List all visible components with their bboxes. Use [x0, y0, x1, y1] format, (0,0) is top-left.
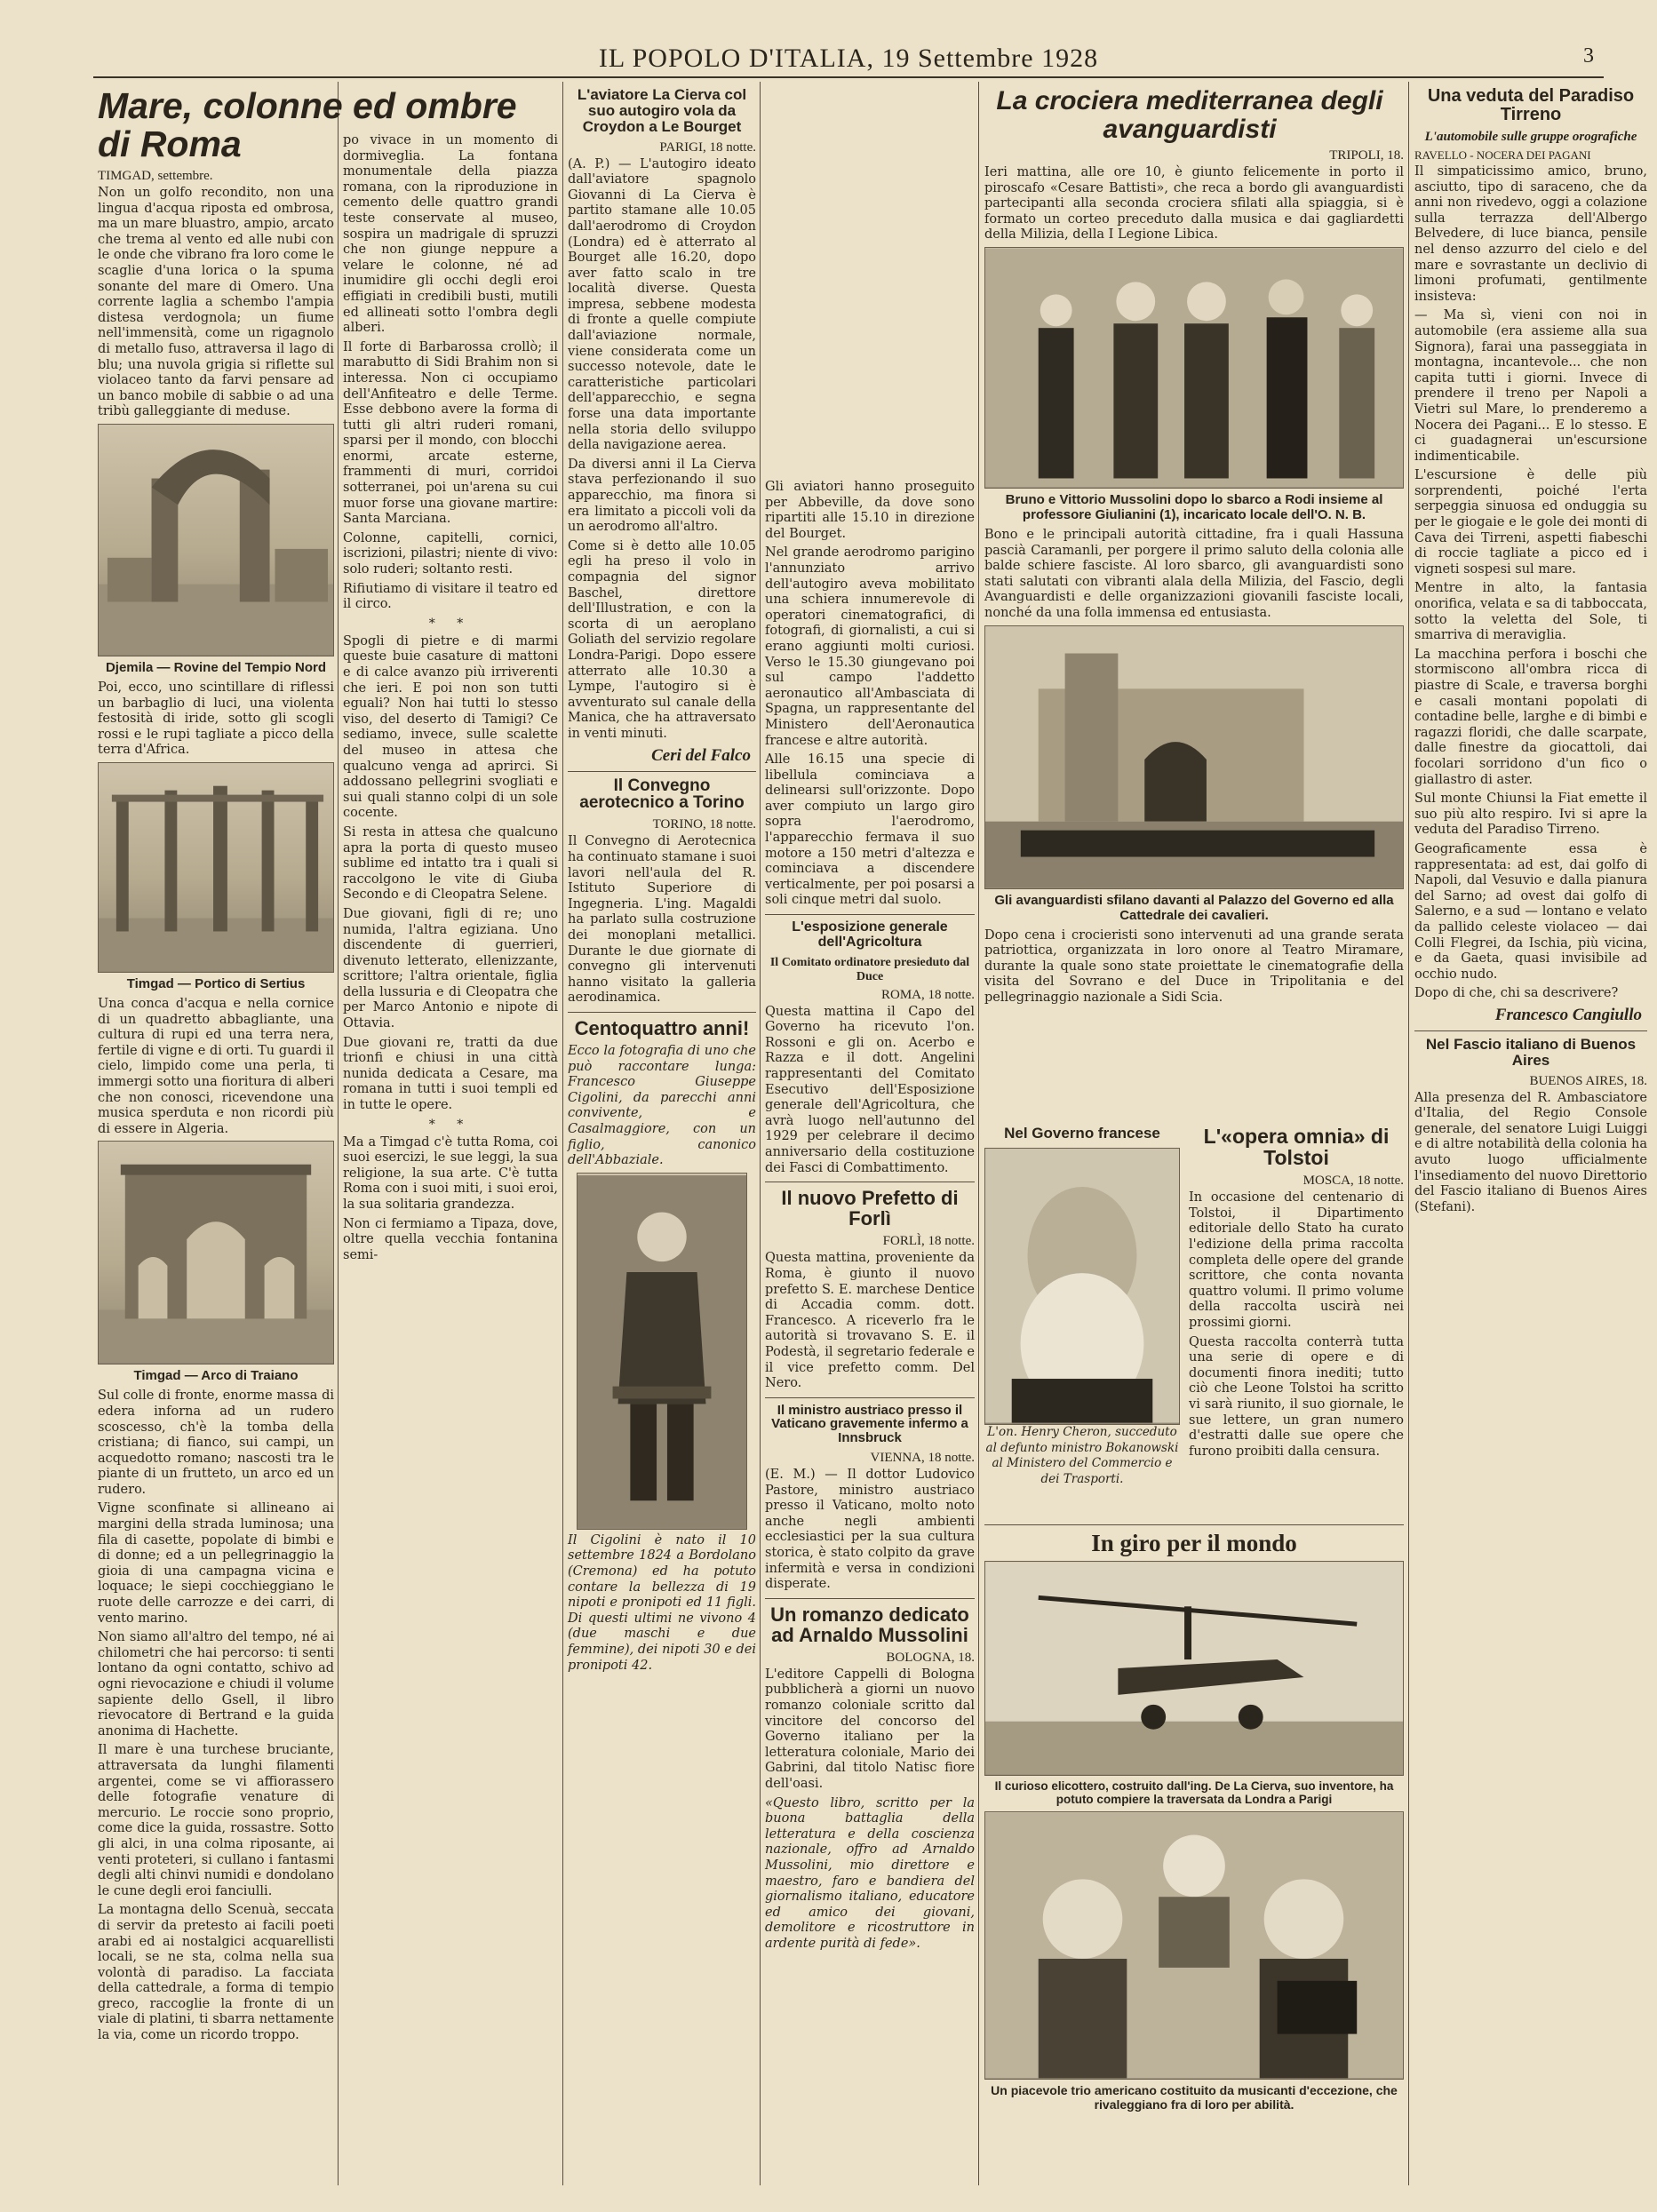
headline-centoquattro-anni: Centoquattro anni!: [574, 1016, 750, 1039]
headline-convegno-aerotecnico: Il Convegno aerotecnico a Torino: [579, 776, 745, 813]
headline-tolstoi: L'«opera omnia» di Tolstoi: [1203, 1125, 1390, 1170]
group-of-boys-illustration: [985, 248, 1403, 488]
paragraph: Questa mattina, proveniente da Roma, è giunto il nuovo prefetto S. E. marchese Dentice di Accadia comm. dott. Francesco. A riceverlo fra le autorità si trovavano S. E. il Podestà, il segretario federale e il vice prefetto comm. Del Nero.: [765, 1251, 975, 1391]
photo-mussolini-rodi: [984, 247, 1404, 489]
headline-mare-colonne: Mare, colonne ed ombre di Roma: [98, 85, 517, 165]
photo-cigolini-portrait: [577, 1173, 747, 1530]
paragraph: Sul monte Chiunsi la Fiat emette il suo più alto respiro. Ivi si apre la veduta del Paradiso Tirreno.: [1414, 792, 1647, 838]
paragraph: Sul colle di fronte, enorme massa di edera inforna ad un rudero scoscesso, ch'è la tomba della cristiana; di fianco, sui campi, un acquedotto romano; nascosti tra le piante di un frutteto, un arco ed un rudero.: [98, 1388, 334, 1497]
dateline: ROMA, 18 notte.: [881, 987, 975, 1002]
masthead-title: IL POPOLO D'ITALIA, 19 Settembre 1928: [598, 44, 1099, 73]
photo-caption: Bruno e Vittorio Mussolini dopo lo sbarco a Rodi insieme al professore Giulianini (1), incaricato locale dell'O. N. B.: [1005, 491, 1383, 522]
paragraph: — Ma sì, vieni con noi in automobile (era assieme alla sua Signora), farai una passeggiata in montagna, incantevole... che non capita tutti i giorni. Invece di prendere il treno per Napoli a Vietri sul Mare, lo prenderemo a Nocera dei Pagani... E lo stesso. E ci guadagnerai un'escursione indimenticabile.: [1414, 308, 1647, 464]
divider: [765, 1397, 975, 1398]
paragraph: Alle 16.15 una specie di libellula cominciava a delinearsi sull'orizzonte. Dopo aver compiuto un largo giro sopra l'aerodromo, l'apparecchio fermava il suo motore a 150 metri d'altezza e cominciava a discendere verticalmente, per poi posarsi a soli cinque metri dal suolo.: [765, 752, 975, 908]
paragraph: Questa mattina il Capo del Governo ha ricevuto l'on. Rossoni e gli on. Acerbo e Razza e il dott. Angelini rappresentanti del Comitato Esecutivo dell'Esposizione generale dell'Agricoltura, che avrà luogo nell'autunno del 1929 per celebrare il decimo anniversario della costituzione dei Fasci di Combattimento.: [765, 1004, 975, 1175]
paragraph: In occasione del centenario di Tolstoi, il Dipartimento editoriale dello Stato ha curato l'edizione della prima raccolta completa delle opere del grande scrittore, che conta novanta quattro volumi. Il primo volume della raccolta uscirà nei prossimi giorni.: [1189, 1190, 1404, 1331]
paragraph: Non un golfo recondito, non una lingua d'acqua riposta ed ombrosa, ma un mare bluastro, ampio, arcato che trema al vento ed alle nubi con le onde che vibrano fra loro come le scaglie d'una lorica o la spuma sonante del mare di Omero. Una corrente laglia a schembo l'ampia distesa verdognola; un fiume nell'immensità, come un rigagnolo di metallo fuso, attraversa il lago di blu; una nuvola grigia si riflette sul violaceo tanto da farvi pensare ad un banco mobile di sabbie o ad una tribù galleggiante di meduse.: [98, 186, 334, 419]
dateline: PARIGI, 18 notte.: [659, 139, 756, 155]
article-tolstoi: [1189, 1124, 1404, 1506]
paragraph: Spogli di pietre e di marmi queste buie casature di mattoni e di calce avanzo più irriverenti che ieri. E poi non son tutti eguali? Non hai tutti lo stesso viso, del deserto di Tamigi? Ce sediamo, invece, sulle scalette del museo in attesa che qualcuno venga ad aprirci. Si addossano pellegrini svogliati e sui quali stanno colpi di un sole cocente.: [343, 633, 558, 821]
column-rule: [760, 82, 761, 2185]
article-rome-column2: [343, 133, 558, 2176]
column-rule: [1408, 82, 1409, 2185]
paragraph: Dopo cena i crocieristi sono intervenuti ad una grande serata patriottica, organizzata in loro onore al Teatro Miramare, durante la quale sono state proiettate le cinematografie della visita del Sovrano e del Duce in Tripolitania e del pellegrinaggio nazionale a Sidi Scia.: [984, 927, 1404, 1005]
headline-crociera-avanguardisti: La crociera mediterranea degli avanguardisti: [996, 86, 1383, 144]
subheadline: L'automobile sulle gruppe orografiche: [1424, 130, 1637, 144]
paragraph: L'editore Cappelli di Bologna pubblicherà a giorni un nuovo romanzo coloniale scritto dal vincitore del concorso del Governo italiano per la letteratura coloniale, Mario dei Gabrini, dal titolo Natisc fiore dell'oasi.: [765, 1667, 975, 1792]
paragraph: (A. P.) — L'autogiro ideato dall'aviatore spagnolo Giovanni di La Cierva è partito stamane alle 10.05 dall'aerodromo di Croydon (Londra) ed è atterrato al Bourget alle 16.20, dopo aver fatto scalo in tre località diverse. Questa impresa, sebbene modesta di fronte a quelle compiute dall'aviazione normale, viene considerata come un successo notevole, date le caratteristiche particolari dell'apparecchio, e segna forse una data importante nella storia dello sviluppo della navigazione aerea.: [568, 156, 756, 453]
article-avanguardisti: [984, 85, 1404, 1107]
dateline: TRIPOLI, 18.: [1329, 148, 1404, 163]
autogiro-illustration: [985, 1562, 1403, 1775]
dateline: MOSCA, 18 notte.: [1302, 1174, 1404, 1189]
photo-arco-traiano: [98, 1141, 334, 1365]
columns-illustration: [99, 763, 333, 972]
headline-paradiso-tirreno: Una veduta del Paradiso Tirreno: [1427, 86, 1635, 124]
paragraph: Il simpaticissimo amico, bruno, asciutto, tipo di saraceno, che da anni non rivedevo, oggi a colazione sulla terrazza dell'Albergo Belvedere, di luce bianca, pensile nel denso azzurro del cielo e del mare e sovrastante un declivio di limoni profumati, gentilmente insisteva:: [1414, 164, 1647, 304]
arch-of-trajan-illustration: [99, 1142, 333, 1364]
column-rule: [978, 82, 979, 2185]
headline-la-cierva: L'aviatore La Cierva col suo autogiro vola da Croydon a Le Bourget: [577, 86, 747, 135]
paragraph: Vigne sconfinate si allineano ai margini della strada luminosa; una fila di casette, popolate di bimbi e di donne; ed a un pellegrinaggio la gioia di una campagna vicina e loquace; le siepi cocchieggiano le ruote delle carrozze e dei carri, di vento marino.: [98, 1501, 334, 1626]
seated-old-man-illustration: [578, 1174, 746, 1529]
paragraph: po vivace in un momento di dormiveglia. La fontana monumentale della piazza romana, con la riproduzione in cemento delle quattro grandi teste conservate al museo, sospira un madrigale di spruzzi che non giunge neppure a velare le colonne, né ad inumidire gli occhi degli eroi effigiati in credibili busti, mutili ed allineati sotto l'ombra degli alberi.: [343, 133, 558, 336]
portrait-bearded-man-illustration: [985, 1149, 1179, 1424]
news-column3: [568, 85, 756, 2182]
paragraph: (E. M.) — Il dottor Ludovico Pastore, ministro austriaco presso il Vaticano, molto noto anche negli ambienti ecclesiastici per la sua cultura storica, è stato colpito da grave infermità e versa in condizioni disperate.: [765, 1467, 975, 1592]
photo-subcaption: L'on. Henry Cheron, succeduto al defunto ministro Bokanowski al Ministero del Commercio e dei Trasporti.: [985, 1425, 1179, 1486]
paragraph: La montagna dello Scenuà, seccata di servir da pretesto ai facili poeti arabi ed ai nostalgici acquarellisti locali, se ne sta, colma nella sua volontà di paradiso. La facciata della cattedrale, a forma di tempio greco, raccoglie la fronte di un viale di platini, ti sbarra nettamente la via, come un ricordo troppo.: [98, 1903, 334, 2043]
headline-prefetto-forli: Il nuovo Prefetto di Forlì: [781, 1187, 959, 1230]
paragraph: Ecco la fotografia di uno che può raccontare lunga: Francesco Giuseppe Cigolini, da parecchi anni convivente, e Casalmaggiore, con un figlio, canonico dell'Abbaziale.: [568, 1044, 756, 1168]
paragraph: Come si è detto alle 10.05 egli ha preso il volo in compagnia del signor Baschel, direttore dell'Illustration, e con la scorta di un aeroplano Goliath del servizio regolare Londra-Parigi. Dopo essere atterrato alle 10.30 a Lympe, l'autogiro si è avventurato sul canale della Manica, che ha attraversato in venti minuti.: [568, 538, 756, 741]
photo-trio-americano: [984, 1811, 1404, 2080]
photo-palazzo-governo: [984, 625, 1404, 889]
headline-ministro-austriaco: Il ministro austriaco presso il Vaticano gravemente infermo a Innsbruck: [771, 1402, 968, 1446]
signature-cangiullo: Francesco Cangiullo: [1494, 1005, 1642, 1024]
block-governo-francese: [984, 1121, 1180, 1512]
paragraph: Non siamo all'altro del tempo, né ai chilometri che hai percorso: ti senti lontano da ogni contatto, schivo ad ogni rievocazione e chiudi il volume sapiente dello Gsell, il libro rievocatore di Bertrand e la guida anonima di Hachette.: [98, 1630, 334, 1739]
divider: [568, 1012, 756, 1013]
paragraph: Da diversi anni il La Cierva stava perfezionando il suo apparecchio, ma finora si era limitato a piccoli voli da un aerodromo all'altro.: [568, 457, 756, 535]
paragraph: Una conca d'acqua e nella cornice di un quadretto abbagliante, una cultura di rupi ed una terra nera, fertile di vigne e di orti. Tu guardi il cielo, limpido come una perla, ti immergi sotto una fioritura di alberi che non conosci, ricevendone una musica sperduta e non ricordi più di essere in Algeria.: [98, 996, 334, 1136]
paragraph: Si resta in attesa che qualcuno apra la porta di questo museo sublime ed intatto tra i quali si raccolgono le vite di Giuba Secondo e di Cleopatra Selene.: [343, 824, 558, 903]
column-rule: [338, 82, 339, 2185]
dateline: BUENOS AIRES, 18.: [1529, 1073, 1647, 1088]
photo-henry-cheron: [984, 1148, 1180, 1425]
paragraph: Il forte di Barbarossa crollò; il marabutto di Sidi Brahim non si interessa. Non ci occupiamo dell'Anfiteatro e delle Terme. Esse debbono avere la forma di tutti gli altri ruderi romani, sparsi per il mondo, con blocchi enormi, arcate esterne, frammenti di muri, corridoi sotterranei, poi un'arena su cui muor forse una giovane martire: Santa Marciana.: [343, 339, 558, 527]
paragraph: Bono e le principali autorità cittadine, fra i quali Hassuna pascià Caramanli, per porgere il primo saluto della colonia alle balde schiere fasciste. Al loro sbarco, gli avanguardisti sono stati salutati con vibranti alala della Milizia, del Fascio, degli Avanguardisti e delle organizzazioni giovanili fasciste locali, nonché da una folla immensa ed entusiasta.: [984, 527, 1404, 620]
news-column4: [765, 480, 975, 2185]
headline-esposizione-agricoltura: L'esposizione generale dell'Agricoltura: [792, 919, 948, 950]
photo-heading: Nel Governo francese: [1004, 1125, 1160, 1142]
paragraph: Ieri mattina, alle ore 10, è giunto felicemente in porto il piroscafo «Cesare Battisti», che reca a bordo gli avanguardisti partecipanti alla seconda crociera sfilati alla spiaggia, si è formato un corteo preceduto dalla musica e dai gagliardetti della Milizia, della I Legione Libica.: [984, 165, 1404, 243]
paragraph: Il Cigolini è nato il 10 settembre 1824 a Bordolano (Cremona) ed ha potuto contare la bellezza di 19 nipoti e pronipoti ed 11 figli. Di questi ultimi ne vivono 4 (due maschi e due femmine), dei nipoti 30 e dei pronipoti 42.: [568, 1532, 756, 1673]
column-rule: [562, 82, 563, 2185]
three-musicians-illustration: [985, 1812, 1403, 2079]
paragraph: Mentre in alto, la fantasia onorifica, velata e sa di tabboccata, sotto la veletta del Sole, ti smarriva di meraviglia.: [1414, 581, 1647, 643]
masthead: [93, 41, 1604, 78]
dateline: VIENNA, 18 notte.: [870, 1450, 975, 1465]
subheadline: Il Comitato ordinatore presieduto dal Duce: [769, 955, 970, 983]
headline-in-giro: In giro per il mondo: [1091, 1530, 1297, 1556]
paragraph: Questa raccolta conterrà tutta una serie di opere e di documenti finora inediti; tutto ciò che Leone Tolstoi ha scritto vi sarà riunito, il suo giornale, le sue lettere, un gran numero d'estratti dalle sue opere che furono proibiti dalla censura.: [1189, 1334, 1404, 1459]
photo-caption: Un piacevole trio americano costituito da musicanti d'eccezione, che rivaleggiano fra di loro per abilità.: [991, 2083, 1398, 2113]
photo-caption: Timgad — Arco di Traiano: [133, 1368, 299, 1384]
dateline: BOLOGNA, 18.: [886, 1650, 975, 1665]
paragraph: Nel grande aerodromo parigino l'annunziato arrivo dell'autogiro aveva mobilitato una schiera innumerevole di operatori cinematografici, di fotografi, di giornalisti, a cui si erano aggiunti molti curiosi. Verso le 15.30 giungevano poi sul campo l'addetto aeronautico all'Ambasciata di Spagna, un rappresentante del Ministero dell'Aeronautica francese e altre autorità.: [765, 545, 975, 748]
separator-stars: * *: [428, 616, 473, 631]
divider: [984, 1524, 1404, 1525]
paragraph: Non ci fermiamo a Tipaza, dove, oltre quella vecchia fontanina semi-: [343, 1216, 558, 1262]
photo-elicottero: [984, 1561, 1404, 1776]
paragraph: Rifiutiamo di visitare il teatro ed il circo.: [343, 581, 558, 612]
paragraph: Gli aviatori hanno proseguito per Abbeville, da dove sono ripartiti alle 15.10 in direzione del Bourget.: [765, 480, 975, 541]
paragraph: Il Convegno di Aerotecnica ha continuato stamane i suoi lavori nell'aula del R. Istituto Superiore di Ingegneria. L'ing. Magaldi ha parlato sulla costruzione dei monoplani metallici. Durante le due giornate di convegno gli intervenuti hanno visitato la galleria aerodinamica.: [568, 834, 756, 1006]
photo-caption: Gli avanguardisti sfilano davanti al Palazzo del Governo ed alla Cattedrale dei cavalieri.: [994, 892, 1394, 923]
ruins-arch-illustration: [99, 425, 333, 656]
paragraph: Colonne, capitelli, cornici, iscrizioni, pilastri; niente di vivo: solo ruderi; soltanto resti.: [343, 530, 558, 577]
page-number: 3: [1583, 44, 1595, 68]
paragraph: Due giovani, figli di re; uno numida, l'altra egiziana. Uno discendente di guerrieri, divenuto letterato, ellenizzante, scrittore; l'altra orientale, figlia della lussuria e di Cleopatra che per Marco Antonio e nipote di Ottavia.: [343, 906, 558, 1031]
paragraph: Il mare è una turchese bruciante, attraversata da lunghi filamenti argentei, come se vi affiorassero delle fotografie venature di mercurio. Le roccie sono proprio, come dice la guida, rossastre. Sotto gli alci, in una colma riposante, ai venti proteteri, si cullano i fantasmi degli alti chinvi numidi e dondolano le cune degli eroi fanciulli.: [98, 1743, 334, 1898]
paragraph: L'escursione è delle più sorprendenti, poiché l'erta serpeggia sinuosa ed onduggia su per le giogaie e le gole dei monti di Cava dei Tirreni, aspetti fiabeschi di roccie tagliate a picco ed i vigneti sospesi sul mare.: [1414, 468, 1647, 577]
paragraph: Ma a Timgad c'è tutta Roma, coi suoi esercizi, le sue leggi, la sua religione, la sua arte. C'è tutta Roma con i suoi miti, i suoi eroi, la sua solitaria grandezza.: [343, 1134, 558, 1212]
parade-building-illustration: [985, 626, 1403, 888]
headline-fascio-buenos-aires: Nel Fascio italiano di Buenos Aires: [1425, 1035, 1637, 1069]
paragraph: Poi, ecco, uno scintillare di riflessi un barbaglio di luci, una violenta festosità di iride, sotto gli scogli rossi e le rupi tagliate a picco della terra d'Africa.: [98, 680, 334, 758]
photo-caption: Timgad — Portico di Sertius: [126, 975, 306, 991]
headline-romanzo-mussolini: Un romanzo dedicato ad Arnaldo Mussolini: [770, 1603, 969, 1646]
divider: [765, 1598, 975, 1599]
dateline: RAVELLO - NOCERA DEI PAGANI: [1414, 148, 1591, 162]
article-in-giro-per-il-mondo: [984, 1519, 1404, 2185]
divider: [1414, 1030, 1647, 1031]
paragraph: «Questo libro, scritto per la buona battaglia della letteratura e della coscienza nazionale, offro ad Arnaldo Mussolini, mio direttore e maestro, faro e bandiera del giornalismo italiano, educatore ed amico dei giovani, demolitore e ricostruttore in ardente purità di fede».: [765, 1795, 975, 1951]
signature-ceri-del-falco: Ceri del Falco: [651, 745, 751, 765]
photo-caption: Il curioso elicottero, costruito dall'ing. De La Cierva, suo inventore, ha potuto compiere la traversata da Londra a Parigi: [994, 1779, 1394, 1807]
paragraph: Alla presenza del R. Ambasciatore d'Italia, del Regio Console generale, del senatore Luigi Luiggi e di altre notabilità della colonia ha avuto luogo ufficialmente l'insediamento del nuovo Direttorio del Fascio italiano di Buenos Aires (Stefani).: [1414, 1090, 1647, 1214]
photo-portico-sertius: [98, 762, 334, 973]
paragraph: Dopo di che, chi sa descrivere?: [1414, 986, 1619, 1001]
dateline: TORINO, 18 notte.: [652, 817, 756, 832]
photo-caption: Djemila — Rovine del Tempio Nord: [105, 660, 327, 675]
divider: [765, 914, 975, 915]
article-paradiso-tirreno: [1414, 85, 1647, 2182]
divider: [568, 771, 756, 772]
dateline: FORLÌ, 18 notte.: [882, 1234, 975, 1249]
paragraph: La macchina perfora i boschi che stormiscono all'ombra ricca di piastre di Scale, e traversa borghi e casali montani popolati di contadine belle, larghe e di bimbi e ragazzi floridi, che dalle scarpate, dalle finestre da giocattoli, dai focolari sorridono d'un fico o giallastro di aster.: [1414, 647, 1647, 787]
separator-stars: * *: [428, 1117, 473, 1132]
paragraph: Due giovani re, tratti da due trionfi e chiusi in una città nunida dedicata a Cesare, ma romana in tutti i suoi templi ed in tutte le opere.: [343, 1035, 558, 1113]
photo-djemila-ruins: [98, 424, 334, 656]
paragraph: Geograficamente essa è rappresentata: ad est, dai golfo di Napoli, dal Vesuvio e dalla pianura del Sarno; ad ovest dai golfo di Salerno, e a sud — lontano e velato da pallido celeste violaceo — dai Colli Flegrei, da Ischia, più vicina, e da Gaeta, quasi invisibile ad occhio nudo.: [1414, 841, 1647, 982]
dateline: TIMGAD, settembre.: [98, 169, 213, 184]
